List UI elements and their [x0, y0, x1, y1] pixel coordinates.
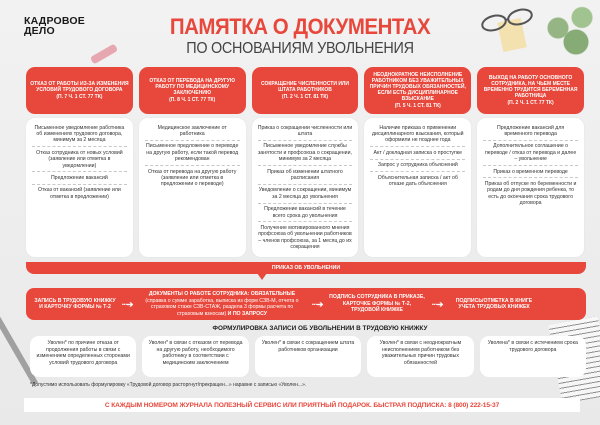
- dismissal-grounds-columns: [26, 67, 584, 257]
- ground-law-reference: (П. 7 Ч. 1 СТ. 77 ТК): [56, 94, 103, 100]
- wording-card: Уволен* по причине отказа от продолжения работы в связи с изменением определенных сторонами условий трудового договора: [30, 336, 136, 377]
- flow-step-registry: ПОДПИСЬ/ОТМЕТКА В КНИГЕ УЧЕТА ТРУДОВЫХ КНИЖЕК: [455, 297, 533, 310]
- order-pointer-icon: [257, 273, 267, 280]
- document-item: Медицинское заключение от работника: [145, 122, 240, 141]
- document-item: Наличие приказа о применении дисциплинарного взыскания, который оформили не позднее года: [370, 122, 465, 147]
- glasses-illustration: [478, 8, 538, 34]
- document-item: Письменное уведомление службы занятости и профсоюза о сокращении, минимум за 2 месяца: [258, 141, 353, 166]
- document-item: Приказ об изменении штатного расписания: [258, 166, 353, 185]
- document-item: Предложение вакансий в течение всего срока до увольнения: [258, 204, 353, 223]
- document-item: Объяснительная записка / акт об отказе дать объяснения: [377, 174, 458, 187]
- document-item: Запрос у сотрудника объяснений: [370, 160, 465, 172]
- document-item: Отказ от перевода на другую работу (заявление или отметка в предложении о переводе): [148, 168, 237, 188]
- document-item: Отказ сотрудника от новых условий (заявление или отметка в уведомлении): [32, 147, 127, 172]
- ground-column: [477, 67, 584, 257]
- page-title: [130, 16, 470, 58]
- ground-law-reference: (П. 5 Ч. 1 СТ. 81 ТК): [394, 103, 441, 109]
- document-item: Дополнительное соглашение о переводе / отказ от перевода и далее – увольнение: [483, 141, 578, 166]
- flow-step-documents-heading: ДОКУМЕНТЫ О РАБОТЕ СОТРУДНИКА: ОБЯЗАТЕЛЬНЫЕ: [148, 291, 296, 297]
- wording-card: Уволен* в связи с неоднократным неисполнением работником без уважительных причин трудовых обязанностей: [367, 336, 473, 377]
- document-item: Акт / докладная записка о проступке: [370, 147, 465, 159]
- flow-step-signature: ПОДПИСЬ СОТРУДНИКА В ПРИКАЗЕ, КАРТОЧКЕ ФОРМЫ № Т-2, ТРУДОВОЙ КНИЖКЕ: [329, 294, 425, 314]
- document-item: Приказ о временном переводе: [483, 166, 578, 178]
- flow-step-record: ЗАПИСЬ В ТРУДОВУЮ КНИЖКУ И КАРТОЧКУ ФОРМЫ № Т-2: [34, 297, 116, 310]
- documents-list: [477, 118, 584, 257]
- document-item: Приказ о сокращении численности или штата: [258, 122, 353, 141]
- subscription-banner: [24, 398, 580, 412]
- ground-law-reference: (П. 2 Ч. 1 СТ. 81 ТК): [281, 94, 329, 100]
- ground-column: [139, 67, 246, 257]
- wording-card: Уволена* в связи с истечением срока трудового договора: [480, 336, 586, 377]
- ground-title: ОТКАЗ ОТ ПЕРЕВОДА НА ДРУГУЮ РАБОТУ ПО МЕДИЦИНСКОМУ ЗАКЛЮЧЕНИЮ: [149, 78, 235, 96]
- document-item: Предложение вакансий: [32, 172, 127, 184]
- ground-header: [364, 67, 471, 114]
- usb-drive-illustration: [90, 44, 118, 65]
- plant-illustration: [540, 0, 600, 70]
- ground-header: [26, 67, 133, 114]
- document-item: Предложение вакансий для временного перевода: [483, 122, 578, 141]
- document-item: Письменное уведомление работника об изменениях трудового договора, минимум за 2 месяца: [32, 122, 127, 147]
- documents-list: [139, 118, 246, 257]
- ground-law-reference: (П. 2 Ч. 1 СТ. 77 ТК): [507, 100, 554, 106]
- footnote: *Допустимо использовать формулировку «Трудовой договор расторгнут/прекращен...» наравне с записью «Уволен...».: [30, 382, 307, 388]
- flow-step-documents-on-request: И ПО ЗАПРОСУ: [227, 310, 268, 317]
- arrow-right-icon: ···➔: [311, 299, 323, 309]
- document-item: Получение мотивированного мнения профсоюза об увольнении работников – членов профсоюза, за 1 месяц до их сокращения: [258, 224, 352, 251]
- ground-column: [26, 67, 133, 257]
- wording-card: Уволен* в связи с сокращением штата работников организации: [255, 336, 361, 377]
- subscription-text: С КАЖДЫМ НОМЕРОМ ЖУРНАЛА ПОЛЕЗНЫЙ СЕРВИС ИЛИ ПРИЯТНЫЙ ПОДАРОК. БЫСТРАЯ ПОДПИСКА: 8 (800) 222-15-37: [104, 401, 500, 409]
- flow-step-documents: [138, 291, 306, 317]
- ground-title: СОКРАЩЕНИЕ ЧИСЛЕННОСТИ ИЛИ ШТАТА РАБОТНИКОВ: [260, 81, 350, 93]
- arrow-right-icon: ···➔: [431, 299, 443, 309]
- ground-title: ВЫХОД НА РАБОТУ ОСНОВНОГО СОТРУДНИКА, НА ЧЬЕМ МЕСТЕ ВРЕМЕННО ТРУДИТСЯ БЕРЕМЕННАЯ РАБОТНИЦА: [483, 75, 578, 99]
- ground-column: [364, 67, 471, 257]
- logo-line-2: ДЕЛО: [24, 25, 55, 37]
- document-item: Письменное предложение о переводе на другую работу, если такой перевод рекомендован: [145, 141, 240, 166]
- flow-step-documents-list: (справка о сумме заработка, выписка из форм СЗВ-М, отчета о страховом стаже СЗВ-СТАЖ, раздела 3 формы расчета по страховым взносам): [145, 297, 299, 317]
- arrow-right-icon: ···➔: [121, 299, 133, 309]
- documents-list: [252, 118, 359, 257]
- document-item: Приказ об отпуске по беременности и родам до дня рождения ребенка, то есть до окончания срока трудового договора: [484, 180, 577, 207]
- ground-title: НЕОДНОКРАТНОЕ НЕИСПОЛНЕНИЕ РАБОТНИКОМ БЕЗ УВАЖИТЕЛЬНЫХ ПРИЧИН ТРУДОВЫХ ОБЯЗАННОСТЕЙ, ЕСЛИ ЕСТЬ ДИСЦИПЛИНАРНОЕ ВЗЫСКАНИЕ: [369, 72, 466, 102]
- ground-header: [139, 67, 246, 114]
- ground-law-reference: (П. 8 Ч. 1 СТ. 77 ТК): [169, 97, 216, 103]
- title-main: ПАМЯТКА О ДОКУМЕНТАХ: [169, 14, 431, 39]
- logo-line-1: КАДРОВОЕ: [24, 15, 85, 27]
- documents-list: [364, 118, 471, 257]
- ground-column: [252, 67, 359, 257]
- wording-cards: [30, 336, 586, 377]
- dismissal-order-bar: ПРИКАЗ ОБ УВОЛЬНЕНИИ: [26, 262, 586, 274]
- dismissal-flow-bar: [26, 288, 586, 320]
- document-item: Уведомление о сокращении, минимум за 2 месяца до увольнения: [258, 185, 353, 204]
- document-item: Отказ от вакансий (заявление или отметка в предложении): [37, 187, 121, 200]
- ground-title: ОТКАЗ ОТ РАБОТЫ ИЗ-ЗА ИЗМЕНЕНИЯ УСЛОВИЙ ТРУДОВОГО ДОГОВОРА: [30, 81, 129, 93]
- ground-header: [252, 67, 359, 114]
- magazine-logo: [24, 16, 85, 36]
- wording-card: Уволен* в связи с отказом от перевода на другую работу, необходимого работнику в соответствии с медицинским заключением: [142, 336, 248, 377]
- ground-header: [477, 67, 584, 114]
- documents-list: [26, 118, 133, 257]
- wording-section-title: ФОРМУЛИРОВКА ЗАПИСИ ОБ УВОЛЬНЕНИИ В ТРУДОВУЮ КНИЖКУ: [212, 325, 428, 332]
- title-subtitle: ПО ОСНОВАНИЯМ УВОЛЬНЕНИЯ: [186, 40, 414, 57]
